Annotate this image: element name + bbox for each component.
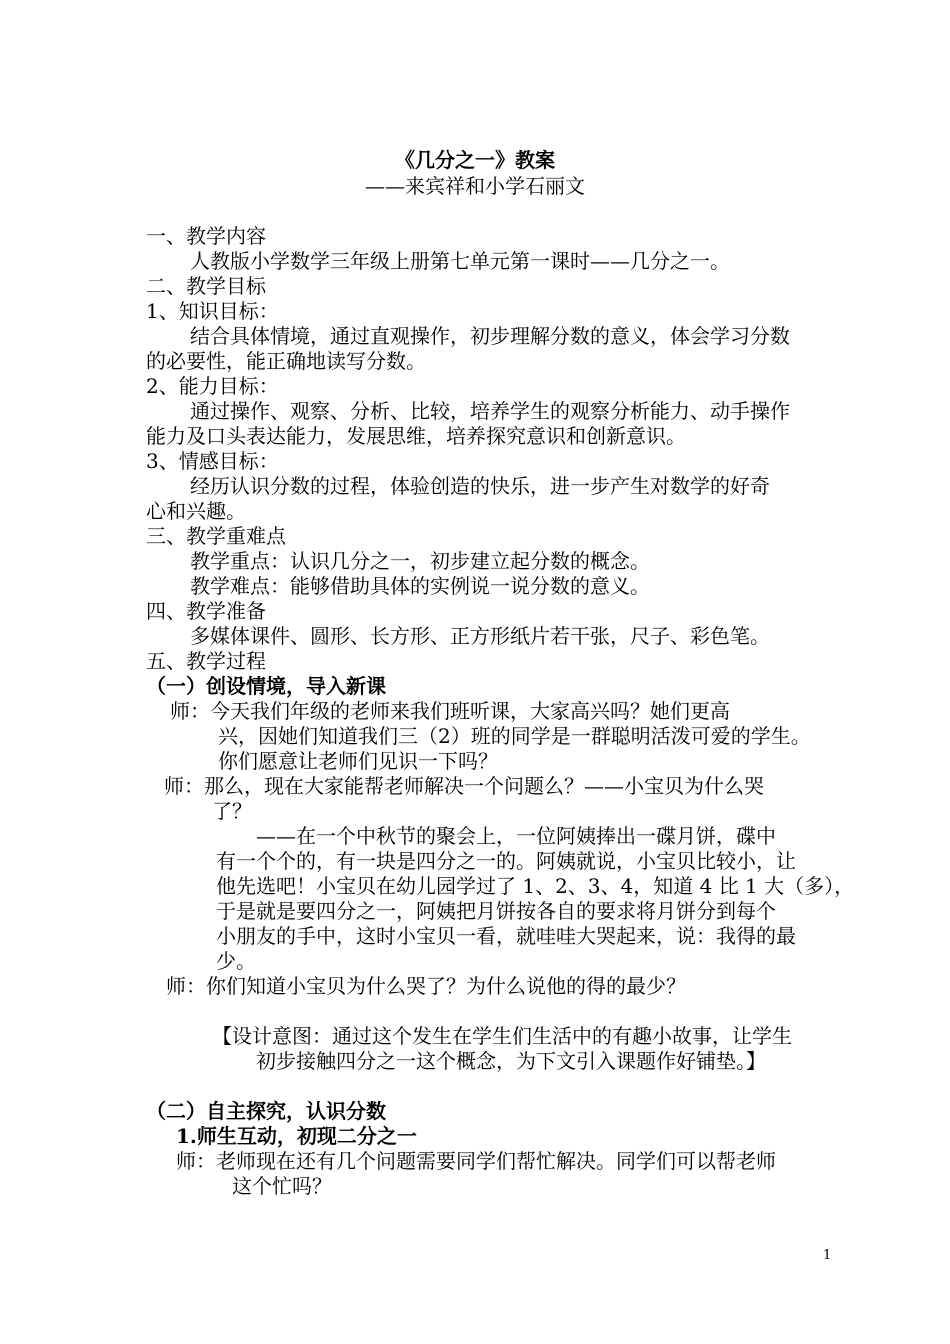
ability-objective-heading: 2、能力目标： xyxy=(146,374,279,398)
section-heading-content: 一、教学内容 xyxy=(146,224,266,248)
teacher-line: 师：今天我们年级的老师来我们班听课，大家高兴吗？她们更高 xyxy=(170,699,730,723)
teaching-key-point: 教学重点：认识几分之一，初步建立起分数的概念。 xyxy=(190,549,650,573)
process-part-heading: （二）自主探究，认识分数 xyxy=(146,1099,386,1123)
knowledge-objective-line: 结合具体情境，通过直观操作，初步理解分数的意义，体会学习分数 xyxy=(190,324,790,348)
section-heading-preparation: 四、教学准备 xyxy=(146,599,266,623)
page-title: 《几分之一》教案 xyxy=(395,148,555,172)
teacher-line: 师：你们知道小宝贝为什么哭了？为什么说他的得的最少？ xyxy=(166,974,686,998)
story-line: 于是就是要四分之一，阿姨把月饼按各自的要求将月饼分到每个 xyxy=(216,899,776,923)
emotion-objective-line: 心和兴趣。 xyxy=(146,499,246,523)
teacher-line: 师：那么，现在大家能帮老师解决一个问题么？——小宝贝为什么哭 xyxy=(164,774,764,798)
story-line: 有一个个的，有一块是四分之一的。阿姨就说，小宝贝比较小，让 xyxy=(216,849,796,873)
story-line: ——在一个中秋节的聚会上，一位阿姨捧出一碟月饼，碟中 xyxy=(256,824,776,848)
teacher-line: 你们愿意让老师们见识一下吗？ xyxy=(218,749,498,773)
design-intent-line: 【设计意图：通过这个发生在学生们生活中的有趣小故事，让学生 xyxy=(212,1024,792,1048)
process-subheading: 1.师生互动，初现二分之一 xyxy=(176,1124,417,1148)
teacher-line: 了？ xyxy=(212,799,252,823)
knowledge-objective-heading: 1、知识目标： xyxy=(146,299,279,323)
process-part-heading: （一）创设情境，导入新课 xyxy=(146,674,386,698)
page-number: 1 xyxy=(823,1248,832,1263)
ability-objective-line: 通过操作、观察、分析、比较，培养学生的观察分析能力、动手操作 xyxy=(190,399,790,423)
knowledge-objective-line: 的必要性，能正确地读写分数。 xyxy=(146,349,426,373)
section-heading-key-points: 三、教学重难点 xyxy=(146,524,286,548)
ability-objective-line: 能力及口头表达能力，发展思维，培养探究意识和创新意识。 xyxy=(146,424,686,448)
teacher-line: 兴，因她们知道我们三（2）班的同学是一群聪明活泼可爱的学生。 xyxy=(218,724,811,748)
section-heading-objectives: 二、教学目标 xyxy=(146,274,266,298)
teacher-line: 这个忙吗？ xyxy=(232,1174,332,1198)
emotion-objective-heading: 3、情感目标： xyxy=(146,449,279,473)
page-subtitle: ——来宾祥和小学石丽文 xyxy=(365,174,585,198)
section-heading-process: 五、教学过程 xyxy=(146,649,266,673)
emotion-objective-line: 经历认识分数的过程，体验创造的快乐，进一步产生对数学的好奇 xyxy=(190,474,770,498)
design-intent-line: 初步接触四分之一这个概念，为下文引入课题作好铺垫。】 xyxy=(256,1049,766,1073)
teaching-difficult-point: 教学难点：能够借助具体的实例说一说分数的意义。 xyxy=(190,574,650,598)
story-line: 少。 xyxy=(216,949,256,973)
story-line: 他先选吧！小宝贝在幼儿园学过了 1、2、3、4，知道 4 比 1 大（多）， xyxy=(216,874,855,898)
preparation-body: 多媒体课件、圆形、长方形、正方形纸片若干张，尺子、彩色笔。 xyxy=(190,624,770,648)
content-body: 人教版小学数学三年级上册第七单元第一课时——几分之一。 xyxy=(190,249,730,273)
teacher-line: 师：老师现在还有几个问题需要同学们帮忙解决。同学们可以帮老师 xyxy=(176,1149,776,1173)
story-line: 小朋友的手中，这时小宝贝一看，就哇哇大哭起来，说：我得的最 xyxy=(216,924,796,948)
